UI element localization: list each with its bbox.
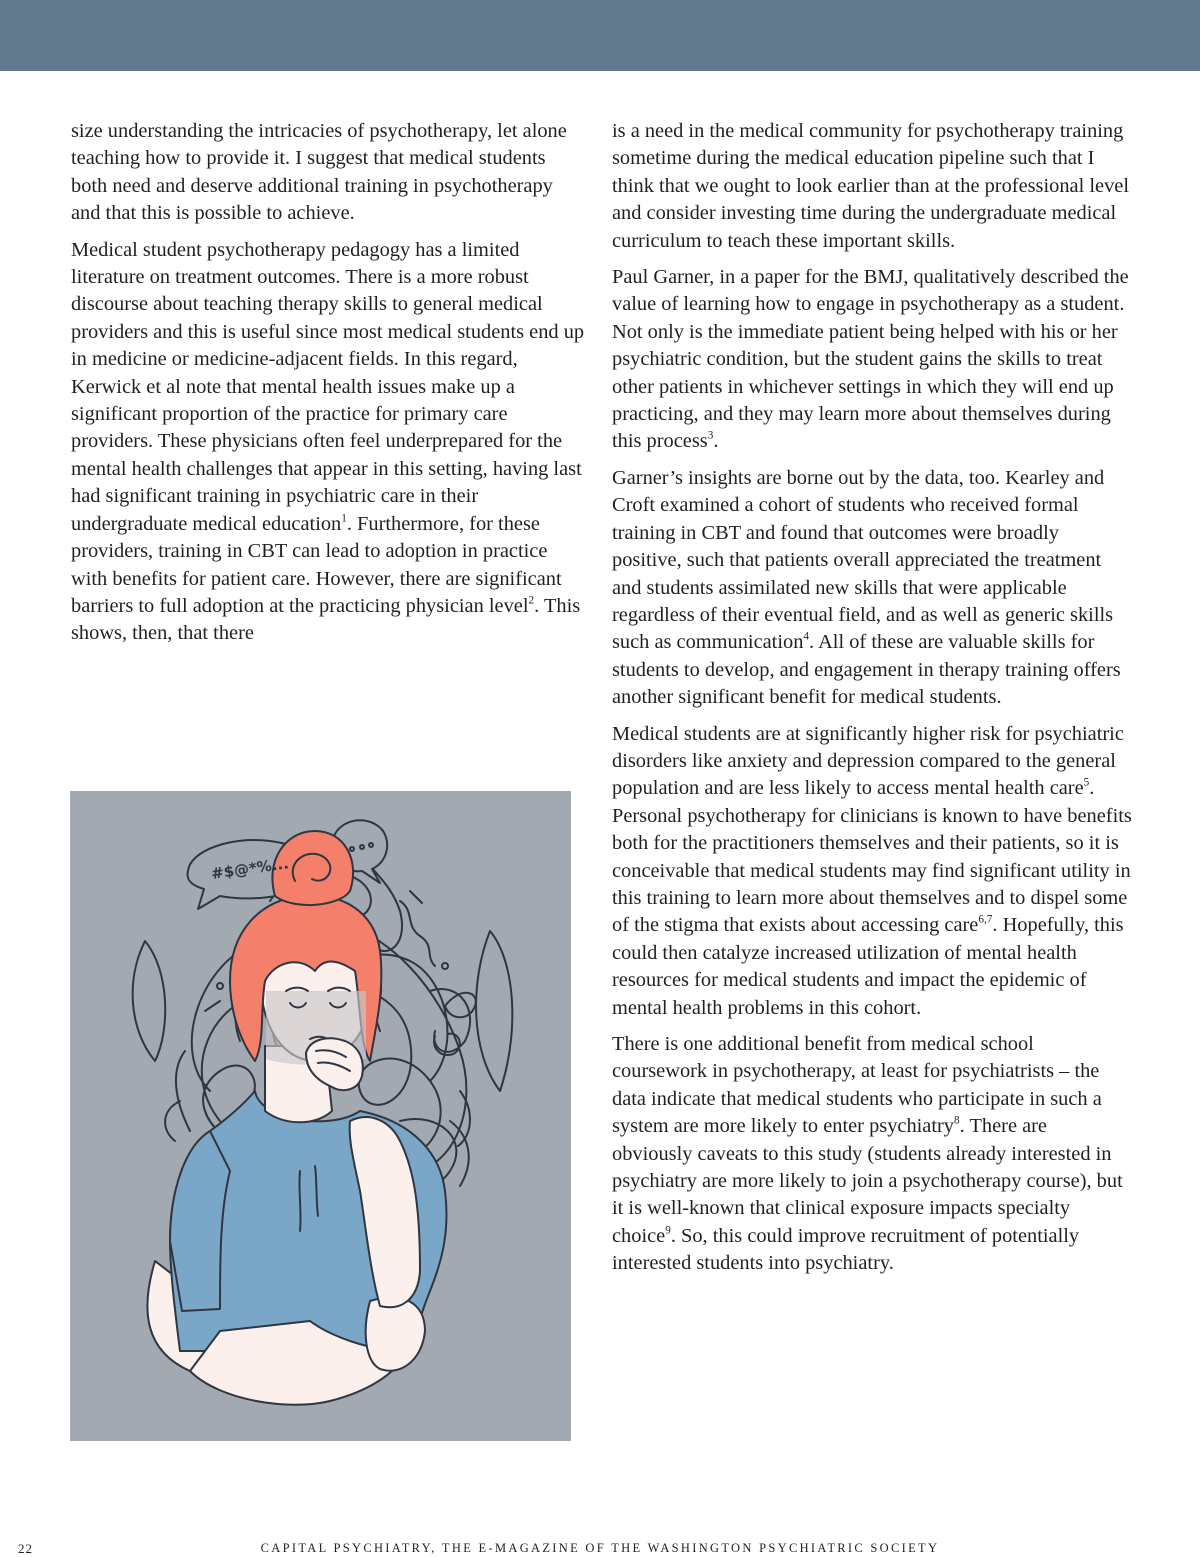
left-column <box>71 118 585 657</box>
citation: 8 <box>954 1114 960 1127</box>
citation: 4 <box>803 630 810 643</box>
speech-bubble-text: #$@*%... <box>210 854 290 883</box>
citation: 5 <box>1083 776 1090 789</box>
dot-2 <box>217 983 223 989</box>
header-band <box>0 0 1200 71</box>
citation: 2 <box>528 594 535 607</box>
text-run: . Hopefully, this could then catalyze increased utilization of mental health resources for medical students and impact the epidemic of mental health problems in this cohort. <box>612 914 1124 1019</box>
text-run: There is one additional benefit from medical school coursework in psychotherapy, at least for psychiatrists – the data indicate that medical students who participate in such a system are more likely to enter psychiatry <box>612 1033 1102 1138</box>
text-run: Medical students are at significantly higher risk for psychiatric disorders like anxiety and depression compared to the general population and are less likely to access mental health care <box>612 722 1124 800</box>
left-leaf-shape <box>133 941 166 1061</box>
text-run: . All of these are valuable skills for students to develop, and engagement in therapy training offers another significant benefit for medical students. <box>612 631 1121 709</box>
citation: 3 <box>707 430 714 443</box>
hand-hold-elbow <box>366 1297 425 1370</box>
paragraph <box>612 721 1132 1022</box>
small-dash-2 <box>410 891 422 903</box>
small-dash-1 <box>205 1001 220 1011</box>
right-leaf-shape <box>476 931 512 1091</box>
text-run: . So, this could improve recruitment of potentially interested students into psychiatry. <box>612 1224 1080 1275</box>
paragraph: size understanding the intricacies of psychotherapy, let alone teaching how to provide it. I suggest that medical students both need and deserve additional training in psychotherapy and that this is possible to achieve. <box>71 120 567 225</box>
text-run: . Personal psychotherapy for clinicians is known to have benefits both for the practitioners themselves and their patients, so it is conceivable that medical students may find significant utility in this training to learn more about themselves and to dispel some of the stigma that exists about accessing care <box>612 777 1132 937</box>
text-run: . <box>713 430 719 453</box>
dot-3 <box>442 963 448 969</box>
stressed-woman-illustration <box>70 791 571 1441</box>
left-arrow <box>165 1101 180 1141</box>
citation: 9 <box>665 1224 671 1237</box>
paragraph <box>612 264 1132 456</box>
right-wave-arrow <box>400 901 435 966</box>
shirt-crease-1 <box>299 1171 300 1231</box>
text-run: . Furthermore, for these providers, training in CBT can lead to adoption in practice with benefits for patient care. However, there are significant barriers to full adoption at the practicing physician level <box>71 512 562 617</box>
paragraph: is a need in the medical community for psychotherapy training sometime during the medical education pipeline such that I think that we ought to look earlier than at the professional level and consider investing time during the undergraduate medical curriculum to teach these important skills. <box>612 120 1129 252</box>
paragraph <box>71 237 585 648</box>
text-run: Paul Garner, in a paper for the BMJ, qualitatively described the value of learning how to engage in psychotherapy as a student. Not only is the immediate patient being helped with his or her psychiatric condition, but the student gains the skills to treat other patients in whichever settings in which they will end up practicing, and they may learn more about themselves during this process <box>612 266 1129 453</box>
paragraph <box>612 1031 1132 1278</box>
page-number: 22 <box>18 1541 33 1556</box>
sleeve-left <box>170 1131 230 1311</box>
citation: 1 <box>341 512 347 525</box>
paragraph <box>612 465 1132 712</box>
running-footer: CAPITAL PSYCHIATRY, THE E-MAGAZINE OF THE WASHINGTON PSYCHIATRIC SOCIETY <box>260 1541 940 1555</box>
text-run: . There are obviously caveats to this study (students already interested in psychiatry are more likely to join a psychotherapy course), but it is well-known that clinical exposure impacts specialty choice <box>612 1115 1123 1247</box>
text-run: . This shows, then, that there <box>71 594 581 645</box>
right-column <box>612 118 1132 1287</box>
text-run: Garner’s insights are borne out by the data, too. Kearley and Croft examined a cohort of students who received formal training in CBT and found that outcomes were broadly positive, such that patients overall appreciated the treatment and students assimilated new skills that were applicable regardless of their eventual field, and as well as generic skills such as communication <box>612 466 1114 654</box>
citation: 6,7 <box>978 913 993 926</box>
text-run: Medical student psychotherapy pedagogy has a limited literature on treatment outcomes. There is a more robust discourse about teaching therapy skills to general medical providers and this is useful since most medical students end up in medicine or medicine-adjacent fields. In this regard, Kerwick et al note that mental health issues make up a significant proportion of the practice for primary care providers. These physicians often feel underprepared for the mental health challenges that appear in this setting, having last had significant training in psychiatric care in their undergraduate medical education <box>71 238 585 535</box>
